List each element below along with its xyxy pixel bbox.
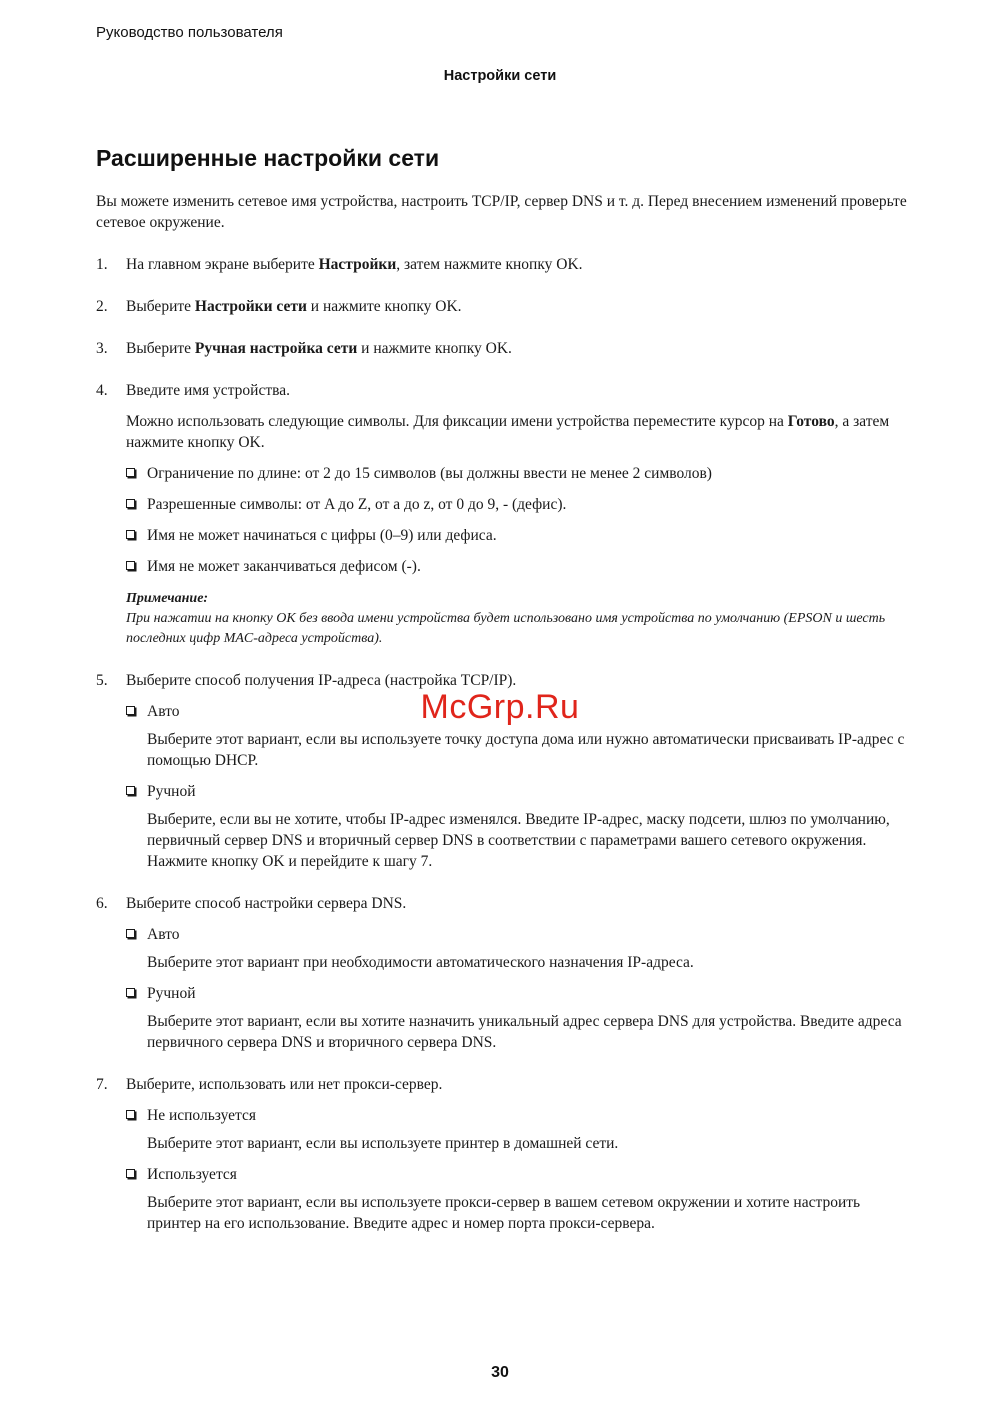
checkbox-bullet-icon xyxy=(126,786,135,795)
menu-item-manual-network-setup: Ручная настройка сети xyxy=(194,340,358,357)
note-title: Примечание: xyxy=(126,591,209,606)
step-number: 4. xyxy=(96,382,108,399)
step-5 xyxy=(96,670,908,872)
option-description: Выберите этот вариант при необходимости автоматического назначения IP-адреса. xyxy=(147,954,694,971)
checkbox-bullet-icon xyxy=(126,561,135,570)
option-auto xyxy=(126,924,908,973)
menu-item-network-settings: Настройки сети xyxy=(194,298,307,315)
step-6 xyxy=(96,893,908,1053)
option-label: Не используется xyxy=(147,1107,256,1124)
intro-paragraph: Вы можете изменить сетевое имя устройства, настроить TCP/IP, сервер DNS и т. д. Перед внесением изменений проверьте сетевое окружение. xyxy=(96,193,907,231)
watermark: McGrp.Ru xyxy=(420,688,580,726)
step-number: 6. xyxy=(96,895,108,912)
checkbox-bullet-icon xyxy=(126,530,135,539)
step-number: 7. xyxy=(96,1076,108,1093)
list-item: Разрешенные символы: от A до Z, от a до z, от 0 до 9, - (дефис). xyxy=(126,494,908,515)
option-manual xyxy=(126,781,908,872)
step-text: На главном экране выберите Настройки, затем нажмите кнопку OK. xyxy=(126,256,583,273)
options-list xyxy=(126,1105,908,1234)
step-4 xyxy=(96,380,908,649)
option-used xyxy=(126,1164,908,1234)
step-number: 5. xyxy=(96,672,108,689)
step-text: Введите имя устройства. xyxy=(126,382,290,399)
option-label: Авто xyxy=(147,926,180,943)
option-description: Выберите этот вариант, если вы используете точку доступа дома или нужно автоматически присваивать IP-адрес с помощью DHCP. xyxy=(147,731,905,769)
document-header-title: Руководство пользователя xyxy=(96,24,283,41)
section-header: Настройки сети xyxy=(443,68,557,84)
option-label: Ручной xyxy=(147,783,196,800)
step-number: 1. xyxy=(96,256,108,273)
options-list xyxy=(126,701,908,872)
options-list xyxy=(126,924,908,1053)
note-block xyxy=(126,589,908,649)
step-text: Выберите способ настройки сервера DNS. xyxy=(126,895,407,912)
option-label: Авто xyxy=(147,703,180,720)
checkbox-bullet-icon xyxy=(126,1110,135,1119)
option-auto xyxy=(126,701,908,771)
step-3 xyxy=(96,338,908,359)
step-number: 2. xyxy=(96,298,108,315)
option-label: Используется xyxy=(147,1166,237,1183)
option-description: Выберите этот вариант, если вы хотите назначить уникальный адрес сервера DNS для устройства. Введите адреса первичного сервера DNS и вторичного сервера DNS. xyxy=(147,1013,902,1051)
option-description: Выберите этот вариант, если вы используете принтер в домашней сети. xyxy=(147,1135,619,1152)
list-item: Ограничение по длине: от 2 до 15 символов (вы должны ввести не менее 2 символов) xyxy=(126,463,908,484)
option-manual xyxy=(126,983,908,1053)
step-number: 3. xyxy=(96,340,108,357)
step-detail: Можно использовать следующие символы. Для фиксации имени устройства переместите курсор на Готово, а затем нажмите кнопку OK. xyxy=(126,413,890,451)
page-title: Расширенные настройки сети xyxy=(96,145,440,171)
step-text: Выберите способ получения IP-адреса (настройка TCP/IP). xyxy=(126,672,517,689)
checkbox-bullet-icon xyxy=(126,988,135,997)
step-text: Выберите Настройки сети и нажмите кнопку OK. xyxy=(126,298,462,315)
page-number: 30 xyxy=(491,1364,509,1381)
list-item: Имя не может заканчиваться дефисом (-). xyxy=(126,556,908,577)
option-not-used xyxy=(126,1105,908,1154)
menu-item-settings: Настройки xyxy=(318,256,397,273)
step-7 xyxy=(96,1074,908,1234)
requirements-list xyxy=(126,463,908,577)
checkbox-bullet-icon xyxy=(126,499,135,508)
checkbox-bullet-icon xyxy=(126,929,135,938)
main-content xyxy=(96,191,908,1255)
step-text: Выберите Ручная настройка сети и нажмите кнопку OK. xyxy=(126,340,512,357)
checkbox-bullet-icon xyxy=(126,1169,135,1178)
option-description: Выберите этот вариант, если вы используете прокси-сервер в вашем сетевом окружении и хотите настроить принтер на его использование. Введите адрес и номер порта прокси-сервера. xyxy=(147,1194,861,1232)
checkbox-bullet-icon xyxy=(126,706,135,715)
option-label: Ручной xyxy=(147,985,196,1002)
step-text: Выберите, использовать или нет прокси-сервер. xyxy=(126,1076,443,1093)
checkbox-bullet-icon xyxy=(126,468,135,477)
menu-item-done: Готово xyxy=(787,413,835,430)
option-description: Выберите, если вы не хотите, чтобы IP-адрес изменялся. Введите IP-адрес, маску подсети, шлюз по умолчанию, первичный сервер DNS и вторичный сервер DNS в соответствии с параметрами вашего сетевого окружения. Нажмите кнопку OK и перейдите к шагу 7. xyxy=(147,811,890,870)
step-1 xyxy=(96,254,908,275)
step-2 xyxy=(96,296,908,317)
list-item: Имя не может начинаться с цифры (0–9) или дефиса. xyxy=(126,525,908,546)
note-text: При нажатии на кнопку OK без ввода имени устройства будет использовано имя устройства по умолчанию (EPSON и шесть последних цифр MAC-адреса устройства). xyxy=(126,611,886,646)
